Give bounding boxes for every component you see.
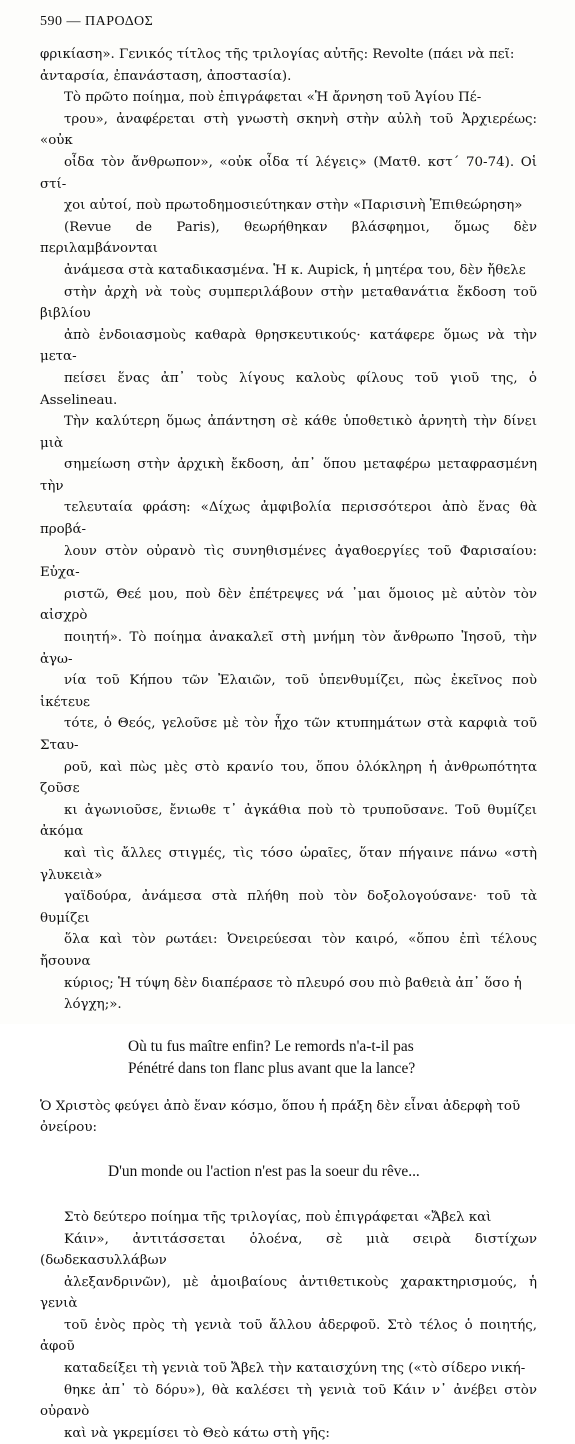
verse-line: Où tu fus maître enfin? Le remords n'a-t-il pas <box>128 1037 414 1055</box>
text-line: χοι αὐτοί, ποὺ πρωτοδημοσιεύτηκαν στὴν «Παρισινὴ Ἐπιθεώρηση» <box>64 198 523 214</box>
text-line: καὶ τὶς ἄλλες στιγμές, τὶς τόσο ὡραῖες, ὅταν πήγαινε πάνω «στὴ γλυκειὰ» <box>40 845 537 883</box>
text-line: θηκε ἀπ᾽ τὸ δόρυ»), θὰ καλέσει τὴ γενιὰ τοῦ Κάιν ν᾽ ἀνέβει στὸν οὐρανὸ <box>40 1382 537 1420</box>
text-line: κύριος; Ἡ τύψη δὲν διαπέρασε τὸ πλευρό σου πιὸ βαθειὰ ἀπ᾽ ὅσο ἡ <box>64 975 522 991</box>
french-verse-quote <box>128 1036 537 1080</box>
paragraph-3 <box>40 1096 537 1139</box>
text-line: ροῦ, καὶ πὼς μὲς στὸ κρανίο του, ὅπου ὁλόκληρη ἡ ἀνθρωπότητα ζοῦσε <box>40 759 537 797</box>
text-line: κι ἀγωνιοῦσε, ἔνιωθε τ᾽ ἀγκάθια ποὺ τὸ τρυποῦσανε. Τοῦ θυμίζει ἀκόμα <box>40 802 537 840</box>
text-line: πείσει ἕνας ἀπ᾽ τοὺς λίγους καλοὺς φίλους τοῦ γιοῦ της, ὁ Asselineau. <box>40 370 537 408</box>
text-line: οἶδα τὸν ἄνθρωπον», «οὐκ οἶδα τί λέγεις» (Ματθ. κστ΄ 70-74). Οἱ στί- <box>40 154 537 192</box>
text-line: ἀνταρσία, ἐπανάσταση, ἀποστασία). <box>40 68 292 84</box>
text-line: ποιητή». Τὸ ποίημα ἀνακαλεῖ στὴ μνήμη τὸν ἄνθρωπο Ἰησοῦ, τὴν ἀγω- <box>40 630 537 667</box>
text-line: νία τοῦ Κήπου τῶν Ἐλαιῶν, τοῦ ὑπενθυμίζει, πὼς ἐκεῖνος ποὺ ἱκέτευε <box>40 673 537 710</box>
text-line: καὶ νὰ γκρεμίσει τὸ Θεὸ κάτω στὴ γῆς: <box>64 1425 330 1441</box>
running-head: 590 — ΠΑΡΟΔΟΣ <box>40 14 154 29</box>
text-line: ἀλεξανδρινῶν), μὲ ἀμοιβαίους ἀντιθετικοὺς χαρακτηρισμούς, ἡ γενιὰ <box>40 1274 537 1312</box>
text-line: ἀνάμεσα στὰ καταδικασμένα. Ἡ κ. Aupick, ἡ μητέρα του, δὲν ἤθελε <box>64 262 526 278</box>
verse-line: D'un monde ou l'action n'est pas la soeur du rêve... <box>108 1162 420 1180</box>
text-line: γαϊδούρα, ἀνάμεσα στὰ πλήθη ποὺ τὸν δοξολογούσανε· τοῦ τὰ θυμίζει <box>40 889 537 926</box>
text-line: καταδείξει τὴ γενιὰ τοῦ Ἄβελ τὴν καταισχύνη της («τὸ σίδερο νική- <box>64 1361 526 1377</box>
paragraph-4 <box>40 1207 537 1444</box>
text-line: τοῦ ἑνὸς πρὸς τὴ γενιὰ τοῦ ἄλλου ἀδερφοῦ. Στὸ τέλος ὁ ποιητής, ἀφοῦ <box>40 1317 537 1355</box>
text-line: ριστῶ, Θεέ μου, ποὺ δὲν ἐπέτρεψες νά ᾽μαι ὅμοιος μὲ αὐτὸν τὸν αἰσχρὸ <box>40 586 537 624</box>
text-line: τρου», ἀναφέρεται στὴ γνωστὴ σκηνὴ στὴν αὐλὴ τοῦ Ἀρχιερέως: «οὐκ <box>40 111 537 149</box>
text-line: λουν στὸν οὐρανὸ τὶς συνηθισμένες ἀγαθοεργίες τοῦ Φαρισαίου: Εὐχα- <box>40 543 537 581</box>
text-line: ὀνείρου: <box>40 1120 97 1136</box>
paragraph-1 <box>40 44 537 87</box>
text-line: Τὸ πρῶτο ποίημα, ποὺ ἐπιγράφεται «Ἡ ἄρνηση τοῦ Ἁγίου Πέ- <box>64 90 482 106</box>
text-line: τελευταία φράση: «Δίχως ἀμφιβολία περισσότεροι ἀπὸ ἕνας θὰ προβά- <box>40 500 537 538</box>
text-line: φρικίαση». Γενικός τίτλος τῆς τριλογίας αὐτῆς: Revolte (πάει νὰ πεῖ: <box>40 47 515 62</box>
text-line: στὴν ἀρχὴ νὰ τοὺς συμπεριλάβουν στὴν μεταθανάτια ἔκδοση τοῦ βιβλίου <box>40 284 537 322</box>
text-line: Ὁ Χριστὸς φεύγει ἀπὸ ἕναν κόσμο, ὅπου ἡ πράξη δὲν εἶναι ἀδερφὴ τοῦ <box>40 1098 521 1114</box>
paragraph-2 <box>40 87 537 1016</box>
text-line: ὅλα καὶ τὸν ρωτάει: Ὀνειρεύεσαι τὸν καιρό, «ὅπου ἐπὶ τέλους ἤσουνα <box>40 932 537 969</box>
text-line: σημείωση στὴν ἀρχικὴ ἔκδοση, ἀπ᾽ ὅπου μεταφέρω μεταφρασμένη τὴν <box>40 457 537 494</box>
text-line: Τὴν καλύτερη ὅμως ἀπάντηση σὲ κάθε ὑποθετικὸ ἀρνητὴ τὴν δίνει μιὰ <box>40 414 537 451</box>
text-line: Στὸ δεύτερο ποίημα τῆς τριλογίας, ποὺ ἐπιγράφεται «Ἄβελ καὶ <box>64 1209 492 1225</box>
text-line: λόγχη;». <box>64 997 122 1013</box>
text-line: ἀπὸ ἐνδοιασμοὺς καθαρὰ θρησκευτικούς· κατάφερε ὅμως νὰ τὴν μετα- <box>40 327 537 365</box>
verse-line: Pénétré dans ton flanc plus avant que la lance? <box>128 1059 416 1077</box>
text-line: τότε, ὁ Θεός, γελοῦσε μὲ τὸν ἦχο τῶν κτυπημάτων στὰ καρφιὰ τοῦ Σταυ- <box>40 716 537 753</box>
text-line: Κάιν», ἀντιτάσσεται ὁλοένα, σὲ μιὰ σειρὰ διστίχων (δωδεκασυλλάβων <box>40 1231 537 1269</box>
french-verse-quote-2 <box>108 1161 537 1183</box>
text-line: (Revue de Paris), θεωρήθηκαν βλάσφημοι, ὅμως δὲν περιλαμβάνονται <box>40 219 537 257</box>
